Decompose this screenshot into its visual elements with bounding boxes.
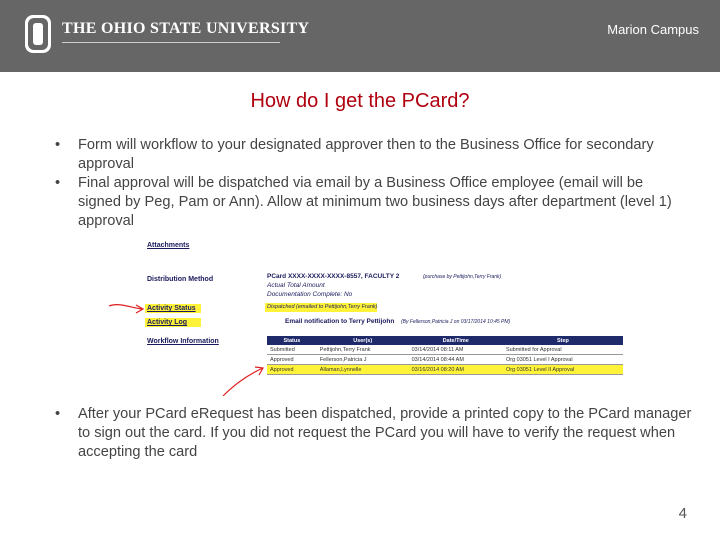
table-cell: Approved: [267, 365, 317, 375]
documentation-complete: Documentation Complete: No: [267, 291, 353, 298]
bullet-text: Final approval will be dispatched via email by a Business Office employee (email will be signed by Peg, Pam or Ann). Allow at minimum two business days after department (level 1) approval: [78, 175, 672, 229]
table-cell: Submitted: [267, 345, 317, 355]
bullet-item: [55, 136, 675, 174]
university-name: THE OHIO STATE UNIVERSITY: [62, 20, 310, 37]
pcard-purchaser-note: (purchase by Pettijohn,Terry Frank): [423, 274, 502, 280]
link-workflow-information[interactable]: Workflow Information: [147, 338, 219, 345]
pcard-number: PCard XXXX-XXXX-XXXX-8557, FACULTY 2: [267, 273, 400, 280]
arrow-to-approved-row: [223, 367, 263, 396]
table-cell: Pettijohn,Terry Frank: [317, 345, 409, 355]
bullet-marker: •: [55, 137, 61, 153]
table-cell: 03/14/2014 08:11 AM: [409, 345, 503, 355]
bullet-text: Form will workflow to your designated approver then to the Business Office for secondary approval: [78, 137, 654, 172]
column-header: Status: [267, 336, 317, 345]
bullet-list: [55, 136, 675, 231]
erequest-screenshot: [105, 236, 635, 396]
bullet-marker: •: [55, 175, 61, 191]
header-bar: [0, 0, 720, 72]
table-cell: 03/16/2014 08:20 AM: [409, 365, 503, 375]
bullet-item: [55, 174, 675, 231]
university-underline: [62, 42, 280, 43]
table-cell: Org 03051 Level II Approval: [503, 365, 623, 375]
column-header: Date/Time: [409, 336, 503, 345]
link-activity-log[interactable]: Activity Log: [147, 319, 188, 326]
slide-title: How do I get the PCard?: [250, 90, 470, 112]
table-cell: Allaman,Lynnelle: [317, 365, 409, 375]
label-distribution-method: Distribution Method: [147, 276, 214, 283]
annotation-arrows: [105, 236, 635, 396]
block-o-logo: [24, 14, 52, 54]
table-cell: Approved: [267, 355, 317, 365]
actual-total-label: Actual Total Amount: [267, 282, 325, 289]
email-notification: Email notification to Terry Pettijohn: [285, 318, 395, 325]
column-header: Step: [503, 336, 623, 345]
dispatched-status: Dispatched (emailed to Pettijohn,Terry Frank): [267, 304, 378, 310]
page-number: 4: [678, 505, 687, 522]
link-attachments[interactable]: Attachments: [147, 242, 190, 249]
arrow-to-activity-status: [109, 305, 143, 313]
column-header: User(s): [317, 336, 409, 345]
campus-label: Marion Campus: [607, 22, 699, 37]
link-activity-status[interactable]: Activity Status: [147, 305, 196, 312]
bullet-item: [55, 405, 698, 462]
bullet-marker: •: [55, 406, 61, 422]
bullet-text: After your PCard eRequest has been dispatched, provide a printed copy to the PCard manager to sign out the card. If you did not request the PCard you will have to verify the request when accepting the card: [78, 406, 692, 460]
table-cell: Fellerson,Patricia J: [317, 355, 409, 365]
table-cell: 03/14/2014 08:44 AM: [409, 355, 503, 365]
email-notification-detail: (By Fellerson,Patricia J on 03/17/2014 10:45 PM): [401, 319, 511, 325]
table-cell: Submitted for Approval: [503, 345, 623, 355]
table-cell: Org 03051 Level I Approval: [503, 355, 623, 365]
